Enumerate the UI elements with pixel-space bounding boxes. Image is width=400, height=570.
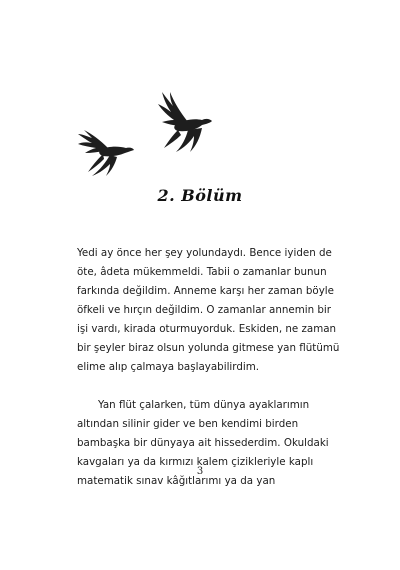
- text-line: Yedi ay önce her şey yolundaydı. Bence iyiden de: [77, 247, 332, 259]
- text-line: öfkeli ve hırçın değildim. O zamanlar annemin bir: [77, 304, 332, 316]
- text-line: altından silinir gider ve ben kendimi birden: [77, 418, 299, 430]
- text-line: farkında değildim. Anneme karşı her zaman böyle: [77, 285, 334, 297]
- text-line: işi vardı, kirada oturmuyorduk. Eskiden, ne zaman: [77, 323, 337, 335]
- bird-right-icon: [158, 92, 212, 152]
- text-line: kavgaları ya da kırmızı kalem çizikleriyle kaplı: [77, 456, 314, 468]
- paragraph-1: [77, 244, 339, 377]
- text-line: matematik sınav kâğıtlarımı ya da yan: [77, 475, 276, 487]
- flying-birds-icon: [70, 80, 250, 190]
- chapter-title: 2. Bölüm: [157, 186, 243, 205]
- paragraph-spacer: [77, 377, 339, 396]
- text-line: bir şeyler biraz olsun yolunda gitmese yan flütümü: [77, 342, 340, 354]
- text-line: elime alıp çalmaya başlayabilirdim.: [77, 361, 260, 373]
- page-number: 3: [196, 466, 204, 477]
- text-line: öte, âdeta mükemmeldi. Tabii o zamanlar bunun: [77, 266, 327, 278]
- chapter-body-text: [77, 244, 339, 491]
- text-line: bambaşka bir dünyaya ait hissederdim. Okuldaki: [77, 437, 329, 449]
- text-line: Yan flüt çalarken, tüm dünya ayaklarımın: [98, 399, 310, 411]
- bird-left-icon: [78, 130, 134, 176]
